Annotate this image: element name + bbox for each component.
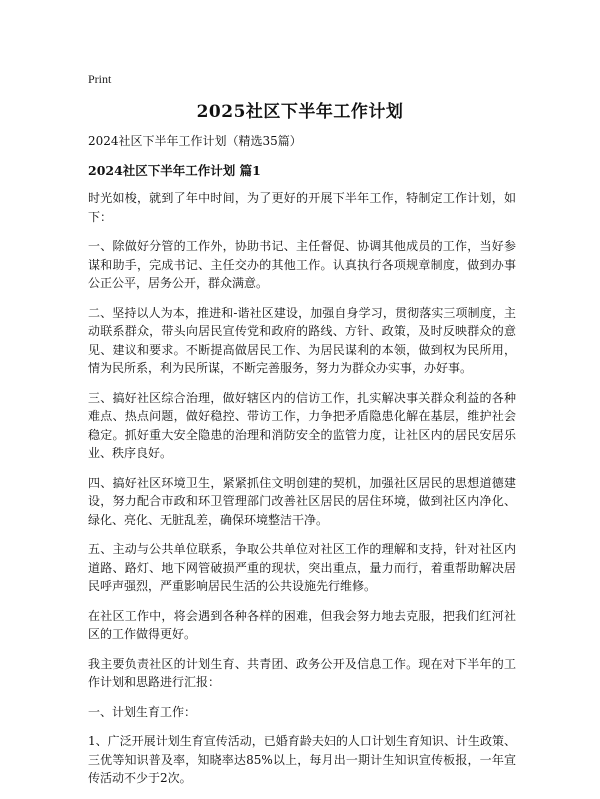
paragraph-subheading: 一、计划生育工作： bbox=[88, 704, 197, 719]
paragraph-item-1: 一、除做好分管的工作外，协助书记、主任督促、协调其他成员的工作，当好参谋和助手，完成书记、主任交办的其他工作。认真执行各项规章制度，做到办事公正公平，居务公开，群众满意。 bbox=[88, 239, 516, 290]
document-body bbox=[88, 133, 516, 799]
document-subtitle: 2024社区下半年工作计划（精选35篇） bbox=[88, 134, 302, 148]
paragraph-conclusion: 在社区工作中，将会遇到各种各样的困难，但我会努力地去克服，把我们红河社区的工作做得更好。 bbox=[88, 608, 516, 641]
paragraph-item-3: 三、搞好社区综合治理，做好辖区内的信访工作，扎实解决事关群众利益的各种难点、热点问题，做好稳控、带访工作，力争把矛盾隐患化解在基层，维护社会稳定。抓好重大安全隐患的治理和消防安全的监管力度，让社区内的居民安居乐业、秩序良好。 bbox=[88, 390, 516, 460]
paragraph-report-intro: 我主要负责社区的计划生育、共青团、政务公开及信息工作。现在对下半年的工作计划和思路进行汇报： bbox=[88, 656, 516, 689]
page-title: 2025社区下半年工作计划 bbox=[196, 102, 404, 122]
paragraph-item-5: 五、主动与公共单位联系，争取公共单位对社区工作的理解和支持，针对社区内道路、路灯、地下网管破损严重的现状，突出重点，量力而行，着重帮助解决居民呼声强烈，严重影响居民生活的公共设施先行维修。 bbox=[88, 542, 516, 593]
section-heading: 2024社区下半年工作计划 篇1 bbox=[88, 163, 261, 178]
paragraph-item-2: 二、坚持以人为本，推进和-谐社区建设，加强自身学习，贯彻落实三项制度，主动联系群众，带头向居民宣传党和政府的路线、方针、政策，及时反映群众的意见、建议和要求。不断提高做居民工作、为居民谋利的本领，做到权为民所用，情为民所系，利为民所谋，不断完善服务，努力为群众办实事，办好事。 bbox=[88, 305, 516, 375]
paragraph-item-4: 四、搞好社区环境卫生，紧紧抓住文明创建的契机，加强社区居民的思想道德建设，努力配合市政和环卫管理部门改善社区居民的居住环境，做到社区内净化、绿化、亮化、无脏乱差，确保环境整洁干净。 bbox=[88, 475, 516, 527]
paragraph-point-1: 1、广泛开展计划生育宣传活动，已婚育龄夫妇的人口计划生育知识、计生政策、三优等知识普及率，知晓率达85%以上，每月出一期计生知识宣传板报，一年宣传活动不少于2次。 bbox=[88, 734, 516, 785]
print-link[interactable]: Print bbox=[88, 72, 112, 86]
paragraph-intro: 时光如梭，就到了年中时间，为了更好的开展下半年工作，特制定工作计划，如下： bbox=[88, 191, 516, 224]
